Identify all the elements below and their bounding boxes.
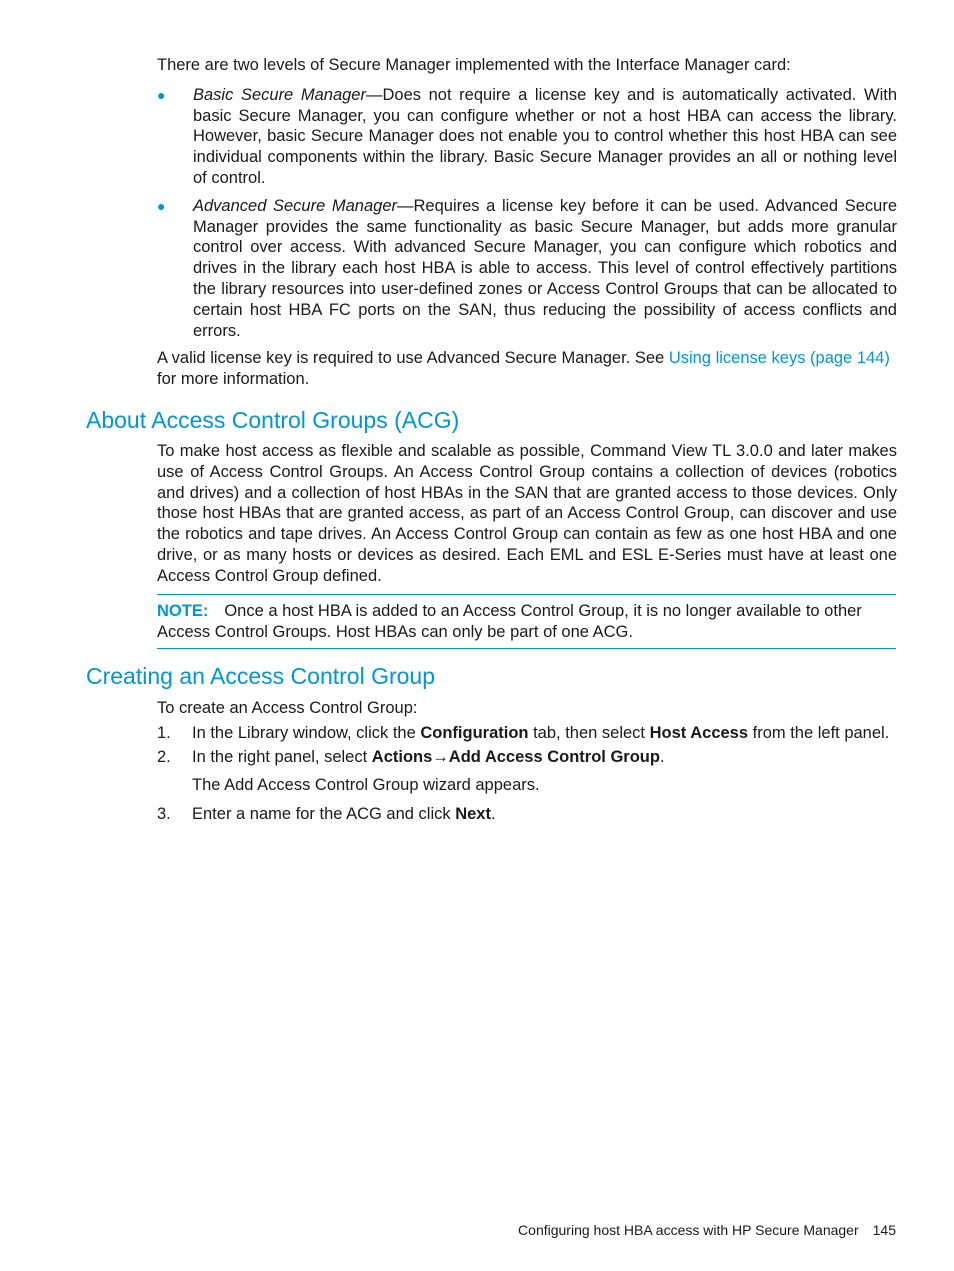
section-heading-acg: About Access Control Groups (ACG) <box>86 407 460 433</box>
acg-paragraph <box>157 441 897 587</box>
note-box <box>157 594 896 649</box>
step-text: . <box>659 747 665 766</box>
arrow-icon: → <box>432 747 449 766</box>
create-section <box>157 698 897 828</box>
ui-term-host-access: Host Access <box>649 723 749 742</box>
page-footer <box>518 1222 896 1238</box>
page-number: 145 <box>872 1222 896 1238</box>
license-after: for more information. <box>157 370 310 389</box>
ui-term-actions: Actions <box>371 747 433 766</box>
bullet-icon: ● <box>157 86 166 103</box>
term-advanced: Advanced Secure Manager <box>193 196 398 215</box>
section-heading-create: Creating an Access Control Group <box>86 663 436 689</box>
ui-term-next: Next <box>455 805 491 824</box>
bullet-icon: ● <box>157 197 166 214</box>
license-paragraph <box>157 348 897 390</box>
acg-body-text: To make host access as flexible and scalable as possible, Command View TL 3.0.0 and later makes use of Access Control Groups. An Access Control Group contains a collection of devices (robotics and drives) and a collection of host HBAs in the SAN that are granted access to those devices. Only those host HBAs that are granted access, as part of an Access Control Group, can discover and use the robotics and tape drives. An Access Control Group can contain as few as one host HBA and one drive, or as many hosts or devices as desired. Each EML and ESL E-Series must have at least one Access Control Group defined. <box>157 442 897 585</box>
ui-term-add-acg: Add Access Control Group <box>448 747 660 766</box>
license-text: A valid license key is required to use Advanced Secure Manager. See <box>157 349 669 368</box>
term-advanced-desc: —Requires a license key before it can be used. Advanced Secure Manager provides the same functionality as basic Secure Manager, but adds more granular control over access. With advanced Secure Manager, you can configure which robotics and drives in the library each host HBA is able to access. This level of control effectively partitions the library resources into user-defined zones or Access Control Groups that can be allocated to certain host HBA FC ports on the SAN, thus reducing the possibility of access conflicts and errors. <box>193 196 897 340</box>
list-item <box>157 747 897 797</box>
secure-manager-levels-list <box>157 85 897 342</box>
list-item <box>157 196 897 342</box>
ui-term-configuration: Configuration <box>420 723 529 742</box>
list-item <box>157 723 897 744</box>
create-lead: To create an Access Control Group: <box>157 699 418 717</box>
create-steps-list <box>157 723 897 825</box>
step-number: 3. <box>157 805 171 824</box>
term-basic-desc: —Does not require a license key and is automatically activated. With basic Secure Manager, you can configure whether or not a host HBA can access the library. However, basic Secure Manager does not enable you to control whether this host HBA can see individual components within the library. Basic Secure Manager provides an all or nothing level of control. <box>193 85 897 187</box>
note-text: Once a host HBA is added to an Access Control Group, it is no longer available to other Access Control Groups. Host HBAs can only be part of one ACG. <box>157 602 862 641</box>
step-text: . <box>490 805 496 824</box>
step-text: tab, then select <box>528 723 650 742</box>
intro-lead: There are two levels of Secure Manager implemented with the Interface Manager card: <box>157 56 791 74</box>
step-text: In the Library window, click the <box>192 723 421 742</box>
term-basic: Basic Secure Manager <box>193 85 366 104</box>
step-number: 1. <box>157 723 171 742</box>
license-keys-link[interactable]: Using license keys (page 144) <box>668 349 890 368</box>
step-number: 2. <box>157 747 171 766</box>
intro-section <box>157 55 897 390</box>
step-text: In the right panel, select <box>192 747 372 766</box>
footer-title: Configuring host HBA access with HP Secure Manager <box>518 1222 859 1238</box>
list-item <box>157 804 897 825</box>
step-text: Enter a name for the ACG and click <box>192 805 456 824</box>
step-text: from the left panel. <box>748 723 890 742</box>
list-item <box>157 85 897 189</box>
step-result: The Add Access Control Group wizard appears. <box>192 776 540 795</box>
note-label: NOTE: <box>157 602 209 620</box>
